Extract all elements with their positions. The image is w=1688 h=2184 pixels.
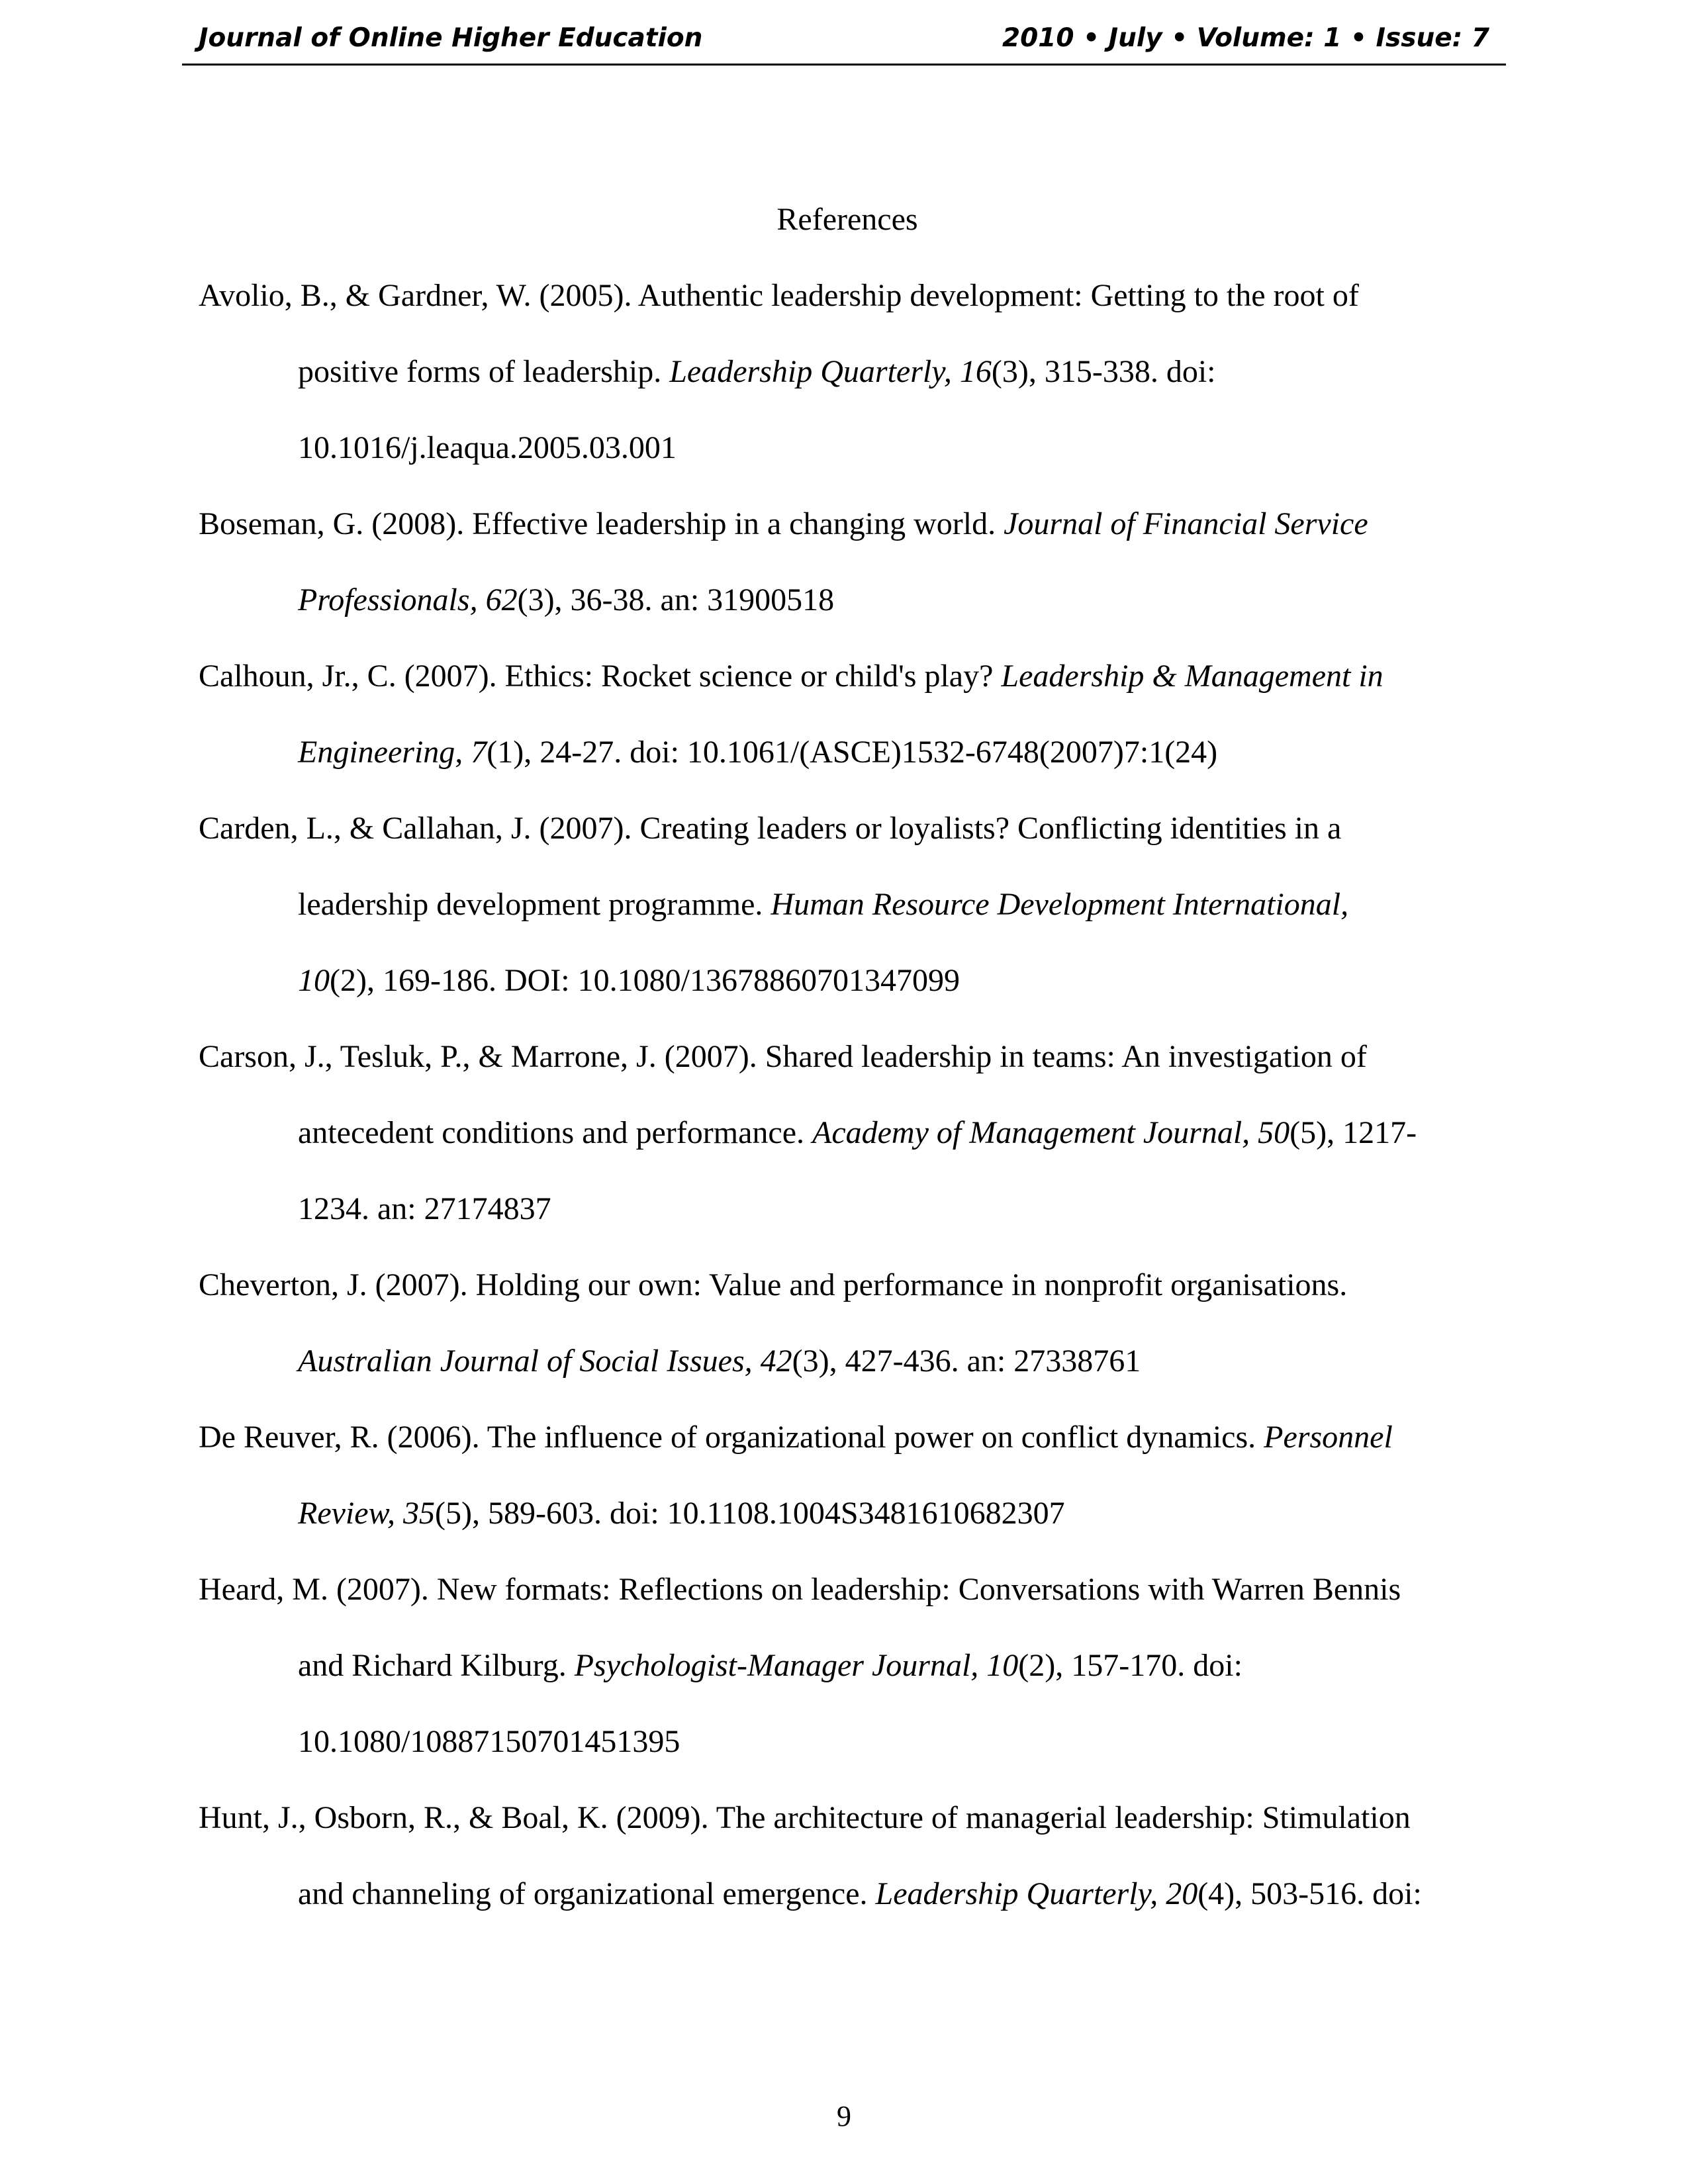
reference-text: 10.1016/j.leaqua.2005.03.001 <box>298 430 677 465</box>
reference-line <box>199 790 1496 866</box>
reference-line <box>199 866 1496 942</box>
reference-line <box>199 1095 1496 1171</box>
reference-italic-text: Engineering, 7 <box>298 735 487 770</box>
reference-entry <box>199 486 1496 638</box>
reference-line <box>199 410 1496 486</box>
reference-line <box>199 1704 1496 1780</box>
reference-text: (5), 589-603. doi: 10.1108.1004S3481610682307 <box>435 1496 1065 1531</box>
reference-text: Calhoun, Jr., C. (2007). Ethics: Rocket science or child's play? <box>199 659 1002 694</box>
reference-line <box>199 1019 1496 1095</box>
reference-line <box>199 1171 1496 1247</box>
reference-text: and channeling of organizational emergence. <box>298 1876 876 1911</box>
reference-text: leadership development programme. <box>298 887 771 922</box>
reference-text: Hunt, J., Osborn, R., & Boal, K. (2009). The architecture of managerial leadership: Stimulation <box>199 1800 1411 1835</box>
reference-entry <box>199 1780 1496 1932</box>
header-rule <box>182 64 1506 66</box>
page-number: 9 <box>837 2100 851 2132</box>
reference-text: Cheverton, J. (2007). Holding our own: Value and performance in nonprofit organisations. <box>199 1267 1348 1302</box>
reference-line <box>199 638 1496 714</box>
reference-text: (2), 157-170. doi: <box>1018 1648 1243 1683</box>
reference-line <box>199 1856 1496 1932</box>
reference-line <box>199 1780 1496 1856</box>
reference-line <box>199 714 1496 790</box>
reference-text: (4), 503-516. doi: <box>1197 1876 1422 1911</box>
reference-italic-text: Leadership Quarterly, 16 <box>669 354 992 389</box>
reference-entry <box>199 1551 1496 1780</box>
reference-italic-text: Psychologist-Manager Journal, 10 <box>574 1648 1019 1683</box>
reference-text: Boseman, G. (2008). Effective leadership in a changing world. <box>199 506 1004 541</box>
reference-italic-text: Leadership & Management in <box>1001 659 1383 694</box>
reference-entry <box>199 1247 1496 1399</box>
reference-italic-text: 10 <box>298 963 330 998</box>
reference-text: De Reuver, R. (2006). The influence of organizational power on conflict dynamics. <box>199 1420 1264 1455</box>
section-title: References <box>776 202 918 237</box>
reference-italic-text: Australian Journal of Social Issues, 42 <box>298 1343 792 1379</box>
reference-text: 1234. an: 27174837 <box>298 1191 551 1226</box>
reference-italic-text: Professionals, 62 <box>298 582 518 617</box>
reference-italic-text: Personnel <box>1264 1420 1393 1455</box>
reference-line <box>199 1551 1496 1627</box>
reference-line <box>199 1475 1496 1551</box>
reference-entry <box>199 257 1496 486</box>
reference-italic-text: Journal of Financial Service <box>1004 506 1368 541</box>
reference-entry <box>199 790 1496 1019</box>
reference-text: and Richard Kilburg. <box>298 1648 575 1683</box>
reference-list <box>199 257 1496 1932</box>
reference-entry <box>199 1399 1496 1551</box>
journal-title: Journal of Online Higher Education <box>199 23 703 53</box>
reference-entry <box>199 638 1496 790</box>
reference-line <box>199 1627 1496 1704</box>
reference-text: (3), 36-38. an: 31900518 <box>517 582 835 617</box>
reference-text: 10.1080/10887150701451395 <box>298 1724 680 1759</box>
reference-line <box>199 1399 1496 1475</box>
reference-line <box>199 1323 1496 1399</box>
reference-text: (5), 1217- <box>1289 1115 1417 1150</box>
reference-line <box>199 1247 1496 1323</box>
reference-text: Carden, L., & Callahan, J. (2007). Creating leaders or loyalists? Conflicting identities in a <box>199 811 1342 846</box>
running-header <box>182 19 1506 65</box>
reference-line <box>199 257 1496 334</box>
reference-italic-text: Academy of Management Journal, 50 <box>812 1115 1290 1150</box>
reference-entry <box>199 1019 1496 1247</box>
reference-line <box>199 562 1496 638</box>
issue-info: 2010 • July • Volume: 1 • Issue: 7 <box>1002 23 1489 53</box>
reference-text: Avolio, B., & Gardner, W. (2005). Authentic leadership development: Getting to the root of <box>199 278 1359 313</box>
reference-text: (2), 169-186. DOI: 10.1080/13678860701347099 <box>330 963 960 998</box>
reference-text: (3), 315-338. doi: <box>991 354 1216 389</box>
reference-italic-text: Leadership Quarterly, 20 <box>875 1876 1198 1911</box>
reference-text: Carson, J., Tesluk, P., & Marrone, J. (2007). Shared leadership in teams: An investigation of <box>199 1039 1367 1074</box>
reference-italic-text: Human Resource Development International, <box>771 887 1349 922</box>
reference-text: positive forms of leadership. <box>298 354 670 389</box>
reference-line <box>199 334 1496 410</box>
reference-text: (1), 24-27. doi: 10.1061/(ASCE)1532-6748(2007)7:1(24) <box>487 735 1218 770</box>
reference-italic-text: Review, 35 <box>298 1496 436 1531</box>
reference-text: Heard, M. (2007). New formats: Reflections on leadership: Conversations with Warren Bennis <box>199 1572 1401 1607</box>
reference-line <box>199 942 1496 1019</box>
reference-text: antecedent conditions and performance. <box>298 1115 812 1150</box>
reference-text: (3), 427-436. an: 27338761 <box>792 1343 1141 1379</box>
reference-line <box>199 486 1496 562</box>
